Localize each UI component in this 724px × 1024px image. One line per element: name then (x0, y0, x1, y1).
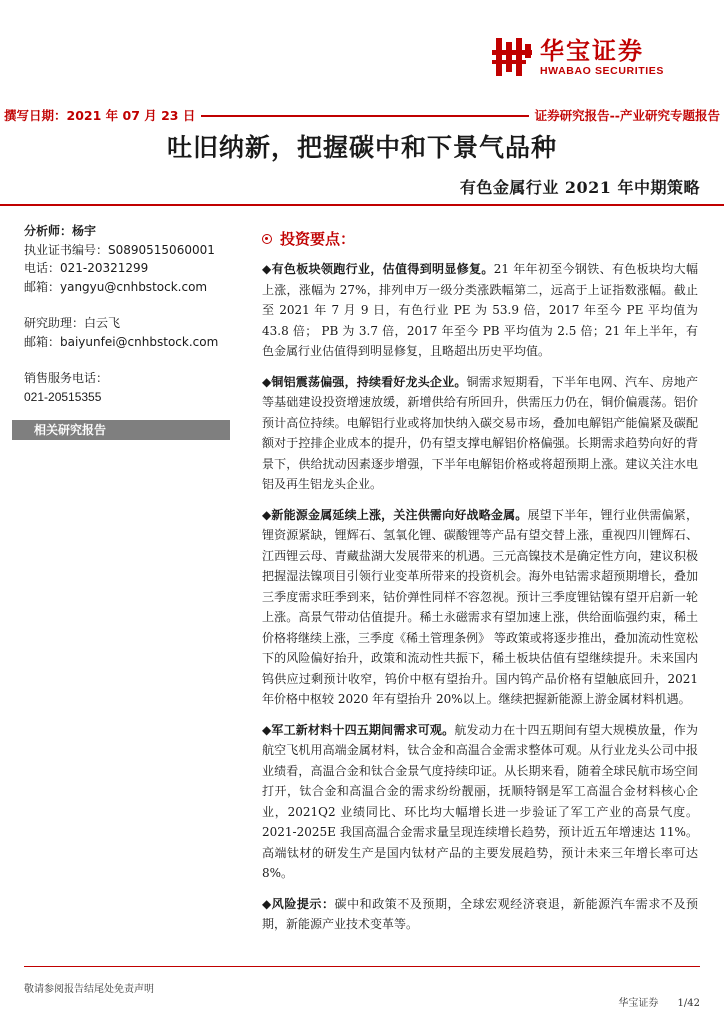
analyst-line (24, 222, 232, 241)
paragraph-new-energy-metals (262, 505, 698, 710)
related-reports-tag: 相关研究报告 (12, 420, 230, 440)
paragraph-military-materials (262, 720, 698, 884)
paragraph-body: 铜需求短期看，下半年电网、汽车、房地产等基础建设投资增速放缓，新增供给有所回升，供需压力仍在，铜价偏震荡。铝价预计高位持续。电解铝行业或将加快纳入碳交易市场，叠加电解铝产能偏紧及碳配额对于控排企业成本的提升，仍有望支撑电解铝价格偏强。长期需求趋势向好的背景下，供给扰动因素逐步增强，下半年电解铝价格或将超预期上涨。建议关注水电铝及再生铝龙头企业。 (262, 374, 698, 491)
sales-phone: 021-20515355 (24, 389, 102, 404)
paragraph-nonferrous (262, 259, 698, 362)
paragraph-body: 碳中和政策不及预期，全球宏观经济衰退，新能源汽车需求不及预期，新能源产业技术变革等。 (262, 896, 698, 931)
paragraph-lead: ◆军工新材料十四五期间需求可观。 (262, 722, 455, 737)
paragraph-lead: ◆风险提示： (262, 896, 335, 911)
report-title: 吐旧纳新，把握碳中和下景气品种 (166, 133, 557, 162)
hwabao-logo-icon (492, 36, 532, 78)
sales-phone-label: 销售服务电话： (24, 371, 109, 385)
analyst-phone: 电话：021-20321299 (24, 261, 149, 275)
assistant-email[interactable]: 邮箱：baiyunfei@cnhbstock.com (24, 334, 219, 349)
paragraph-lead: ◆铜铝震荡偏强，持续看好龙头企业。 (262, 374, 467, 389)
investment-highlights (262, 228, 698, 935)
brand-name-cn: 华宝证券 (540, 36, 644, 65)
footer-info (602, 994, 700, 1009)
analyst-license: 执业证书编号：S0890515060001 (24, 242, 215, 257)
paragraph-body: 展望下半年，锂行业供需偏紧，锂资源紧缺，锂辉石、氢氧化锂、碳酸锂等产品有望交替上涨，重视四川锂辉石、江西锂云母、青藏盐湖大发展带来的机遇。三元高镍技术是确定性方向，建议积极把握湿法镍项目引领行业变革所带来的投资机会。海外电钴需求超预期增长，叠加三季度需求旺季到来，钴价弹性同样不容忽视。预计三季度锂钴镍有望开启新一轮上涨。高景气带动估值提升。稀土永磁需求有望加速上涨，供给面临强约束，稀土价格将继续上涨，三季度《稀土管理条例》 等政策或将逐步推出，叠加流动性宽松下的风险偏好抬升，政策和流动性共振下，稀土板块估值有望继续提升。未来国内钨供应过剩预计收窄，钨价中枢有望抬升。国内钨产品价格有望触底回升，2021 年价格中枢较 2020 年有望抬升 20%以上。继续把握新能源上游金属材料机遇。 (262, 507, 698, 706)
target-icon (262, 234, 272, 244)
header-bar (0, 104, 724, 127)
report-date: 撰写日期：2021 年 07 月 23 日 (0, 104, 201, 127)
brand-logo (492, 36, 664, 78)
footer-disclaimer: 敬请参阅报告结尾处免责声明 (24, 984, 154, 995)
footer-company: 华宝证券 (618, 998, 659, 1009)
paragraph-copper-aluminum (262, 372, 698, 495)
brand-text (540, 38, 664, 77)
paragraph-lead: ◆有色板块领跑行业，估值得到明显修复。 (262, 262, 494, 276)
analyst-email[interactable]: 邮箱：yangyu@cnhbstock.com (24, 279, 208, 294)
footer-rule (24, 966, 700, 967)
paragraph-risk (262, 894, 698, 935)
section-title: 投资要点： (280, 230, 356, 248)
analyst-name: 杨宇 (72, 224, 97, 238)
section-heading (262, 228, 698, 249)
report-subtitle: 有色金属行业 2021 年中期策略 (459, 178, 700, 197)
paragraph-body: 21 年年初至今钢铁、有色板块均大幅上涨，涨幅为 27%，排列申万一级分类涨跌幅第二，远高于上证指数涨幅。截止至 2021 年 7 月 9 日，有色行业 PE 为 53.9 倍，2017 年至今 PE 平均值为 43.8 倍； PB 为 3.7 倍，2017 年至今 PB 平均值为 2.5 倍；21 年上半年，有色金属行业估值得到明显修复，且略超出历史平均值。 (262, 262, 699, 358)
paragraph-body: 航发动力在十四五期间有望大规模放量，作为航空飞机用高端金属材料，钛合金和高温合金需求整体可观。从行业龙头公司中报业绩看，高温合金和钛合金景气度持续印证。从长期来看，随着全球民航市场空间打开，钛合金和高温合金的需求纷纷靓丽，抚顺特钢是军工高温合金材料核心企业，2021Q2 业绩同比、环比均大幅增长进一步验证了军工产业的高景气度。2021-2025E 我国高温合金需求量呈现连续增长趋势，预计近五年增速达 11%。高端钛材的研发生产是国内钛材产品的主要发展趋势，预计未来三年增长率可达 8%。 (262, 722, 698, 880)
assistant-name: 研究助理：白云飞 (24, 316, 121, 330)
analyst-sidebar (24, 222, 232, 440)
brand-name-en: HWABAO SECURITIES (540, 64, 664, 77)
title-rule (0, 204, 724, 206)
page-number: 1/42 (677, 998, 700, 1009)
paragraph-lead: ◆新能源金属延续上涨，关注供需向好战略金属。 (262, 507, 528, 522)
report-type: 证券研究报告--产业研究专题报告 (529, 104, 724, 127)
analyst-label: 分析师： (24, 224, 73, 238)
